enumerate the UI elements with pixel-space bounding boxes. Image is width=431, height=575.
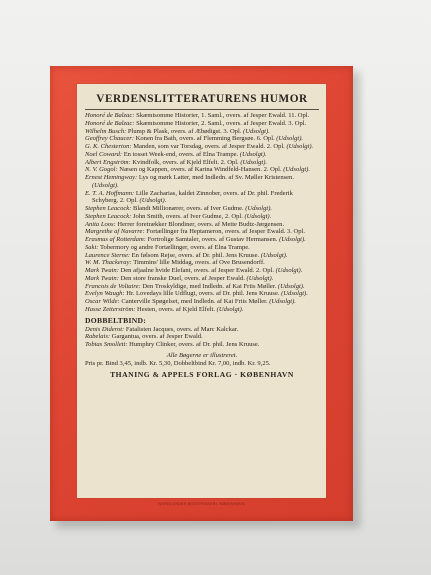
entry-note: (Udsolgt). bbox=[276, 135, 304, 143]
entry-author: Honoré de Balzac: bbox=[85, 119, 135, 127]
entry-author: Albert Engström: bbox=[85, 158, 131, 166]
entry-author: Oscar Wilde: bbox=[85, 298, 120, 305]
book-entry bbox=[85, 326, 319, 334]
book-entry bbox=[85, 333, 319, 341]
entry-text: Timmins' lille Middag, overs. af Ove Brusendorff. bbox=[133, 259, 265, 267]
entry-author: Hasse Zetterström: bbox=[85, 305, 136, 313]
book-entry bbox=[85, 341, 319, 349]
entry-author: Wilhelm Busch: bbox=[85, 127, 127, 135]
double-volume-list bbox=[85, 326, 319, 349]
entry-text: Lys og mørk Latter, med Indledn. af Sv. Møller Kristensen. bbox=[138, 174, 294, 181]
entry-text: Humphry Clinker, overs. af Dr. phil. Jens Kruuse. bbox=[129, 341, 260, 348]
book-entry bbox=[85, 290, 319, 298]
book-entry bbox=[85, 306, 319, 314]
book-entry bbox=[85, 166, 319, 174]
entry-note: (Udsolgt). bbox=[281, 290, 308, 298]
book-entry bbox=[85, 221, 319, 229]
entry-note: (Udsolgt). bbox=[245, 205, 273, 212]
entry-text: Fatalisten Jacques, overs. af Marc Kalckar. bbox=[125, 325, 239, 333]
book-entry bbox=[85, 244, 319, 252]
entry-author: Honoré de Balzac: bbox=[85, 112, 135, 119]
illustrated-note: Alle Bøgerne er illustreret. bbox=[166, 351, 238, 359]
entry-text: Gargantua, overs. af Jesper Ewald. bbox=[111, 333, 203, 341]
double-volume-heading: DOBBELTBIND: bbox=[85, 315, 147, 325]
entry-text: Den store franske Duel, overs. af Jesper Ewald. bbox=[120, 274, 245, 282]
entry-text: Fortællinger fra Heptameron, overs. af Jesper Ewald. 3. Opl. bbox=[146, 228, 305, 236]
entry-note: (Udsolgt). bbox=[239, 150, 267, 158]
printer-imprint: NORDLUNDES BOGTRYKKERI, KØBENHAVN bbox=[158, 502, 245, 506]
book-entry bbox=[85, 159, 319, 167]
entry-text: Canterville Spøgelset, med Indledn. af Kai Friis Møller. bbox=[121, 298, 268, 305]
entry-author: Mark Twain: bbox=[85, 267, 119, 274]
entry-author: Stephen Leacock: bbox=[85, 205, 132, 212]
entry-author: Ernest Hemingway: bbox=[85, 174, 138, 181]
book-entry bbox=[85, 135, 319, 143]
entry-author: E. T. A. Hoffmann: bbox=[85, 189, 135, 197]
entry-author: Laurence Sterne: bbox=[85, 251, 131, 259]
book-entry bbox=[85, 190, 319, 206]
entry-text: Kvindfolk, overs. af Kjeld Elfelt. 2. Opl. bbox=[132, 158, 239, 166]
book-entry bbox=[85, 283, 319, 291]
entry-author: N. V. Gogol: bbox=[85, 166, 118, 174]
entry-author: Tobias Smollett: bbox=[85, 341, 128, 348]
book-entry bbox=[85, 267, 319, 275]
entry-text: En tosset Week-end, overs. af Elna Trampe. bbox=[123, 150, 239, 158]
entry-note: (Udsolgt). bbox=[277, 282, 305, 290]
entry-author: Erasmus af Rotterdam: bbox=[85, 236, 146, 243]
entry-text: Hr. Lovedays lille Udflugt, overs. af Dr. phil. Jens Kruuse. bbox=[126, 290, 280, 298]
book-entry bbox=[85, 205, 319, 213]
series-title: VERDENSLITTERATURENS HUMOR bbox=[96, 93, 308, 105]
book-entry bbox=[85, 143, 319, 151]
entry-note: (Udsolgt). bbox=[139, 197, 167, 205]
book-entry bbox=[85, 228, 319, 236]
entry-text: Den Troskyldige, med Indledn. af Kai Friis Møller. bbox=[142, 282, 277, 290]
entry-text: John Smith, overs. af Iver Gudme, 2. Opl. bbox=[133, 212, 243, 220]
book-entry bbox=[85, 213, 319, 221]
entry-note: (Udsolgt). bbox=[246, 274, 274, 282]
entry-author: G. K. Chesterton: bbox=[85, 143, 132, 150]
entry-text: Lille Zacharias, kaldet Zinnober, overs. af Dr. phil. Frederik Schyberg. 2. Opl. bbox=[92, 189, 293, 205]
entry-text: Næsen og Kappen, overs. af Karina Windfeld-Hansen. 2. Opl. bbox=[119, 166, 282, 174]
entry-text: Konen fra Bath, overs. af Flemming Bergsøe. 6. Opl. bbox=[135, 135, 275, 143]
entry-text: Tobermory og andre Fortællinger, overs. af Elna Trampe. bbox=[99, 243, 250, 251]
book-entry bbox=[85, 259, 319, 267]
price-line: Pris pr. Bind 3,45, indb. Kr. 5,30, Dobbeltbind Kr. 7,00, indb. Kr. 9,25. bbox=[85, 359, 271, 367]
entry-author: Rabelais: bbox=[85, 333, 111, 341]
entry-author: Stephen Leacock: bbox=[85, 212, 132, 220]
book-entry bbox=[85, 151, 319, 159]
entry-note: (Udsolgt). bbox=[269, 298, 296, 305]
entry-note: (Udsolgt). bbox=[283, 166, 310, 174]
title-rule bbox=[85, 109, 319, 110]
entry-author: Margrethe af Navarre: bbox=[85, 228, 145, 236]
entry-note: (Udsolgt). bbox=[216, 305, 244, 313]
entry-note: (Udsolgt). bbox=[243, 127, 270, 135]
entry-note: (Udsolgt). bbox=[260, 251, 288, 259]
book-entry bbox=[85, 252, 319, 260]
entry-author: Mark Twain: bbox=[85, 274, 119, 282]
entry-author: Denis Diderot: bbox=[85, 325, 125, 333]
entry-note: (Udsolgt). bbox=[244, 212, 272, 220]
book-entry bbox=[85, 174, 319, 190]
entry-text: Den afjaalne hvide Elefant, overs. af Jesper Ewald. 2. Opl. bbox=[120, 267, 274, 274]
entry-note: (Udsolgt). bbox=[240, 158, 268, 166]
entry-author: W. M. Thackeray: bbox=[85, 259, 132, 267]
book-entry bbox=[85, 120, 319, 128]
entry-text: Skæmtsomme Historier, 2. Saml., overs. af Jesper Ewald. 3. Opl. bbox=[136, 119, 307, 127]
book-entry bbox=[85, 112, 319, 120]
book-entry bbox=[85, 128, 319, 136]
entry-text: Manden, som var Torsdag, overs. af Jesper Ewald. 2. Opl. bbox=[133, 143, 285, 150]
entry-author: Geoffrey Chaucer: bbox=[85, 135, 135, 143]
entry-text: Fortrolige Samtaler, overs. af Gustav Hermansen. bbox=[147, 236, 278, 243]
entry-author: Anita Loos: bbox=[85, 220, 116, 228]
entry-author: Francois de Voltaire: bbox=[85, 282, 141, 290]
entry-text: Plump & Plask, overs. af Æbødigst. 3. Opl. bbox=[127, 127, 242, 135]
book-entry bbox=[85, 275, 319, 283]
entry-text: Blandt Millionærer, overs. af Iver Gudme. bbox=[133, 205, 244, 212]
cover-label bbox=[77, 84, 326, 498]
entry-note: (Udsolgt). bbox=[286, 143, 314, 150]
entry-text: En følsom Rejse, overs. af Dr. phil. Jens Kruuse. bbox=[131, 251, 260, 259]
entry-text: Herrer foretrækker Blondiner, overs. af Mette Budtz-Jørgensen. bbox=[117, 220, 285, 228]
entry-text: Skæmtsomme Historier, 1. Saml., overs. af Jesper Ewald. 11. Opl. bbox=[136, 112, 310, 119]
entry-note: (Udsolgt). bbox=[275, 267, 303, 274]
book-entry bbox=[85, 236, 319, 244]
book-list bbox=[85, 112, 319, 314]
entry-author: Evelyn Waugh: bbox=[85, 290, 125, 298]
entry-note: (Udsolgt). bbox=[92, 181, 119, 189]
entry-text: Hesten, overs. af Kjeld Elfelt. bbox=[137, 305, 216, 313]
entry-author: Noel Coward: bbox=[85, 150, 123, 158]
book-entry bbox=[85, 298, 319, 306]
publisher-imprint: THANING & APPELS FORLAG · KØBENHAVN bbox=[110, 369, 294, 379]
entry-author: Saki: bbox=[85, 243, 99, 251]
entry-note: (Udsolgt). bbox=[279, 236, 306, 243]
